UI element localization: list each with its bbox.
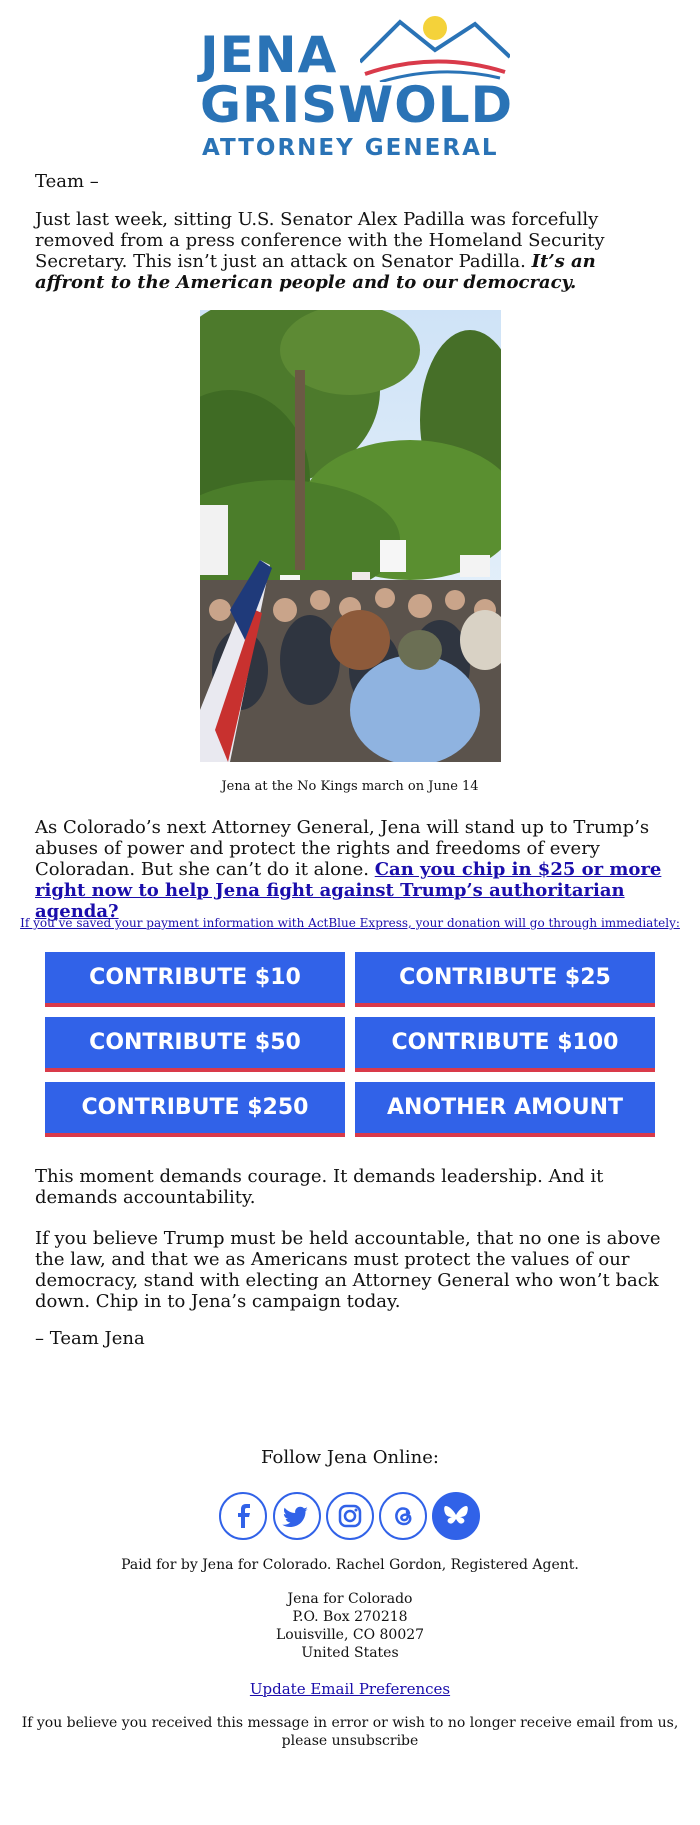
photo-caption: Jena at the No Kings march on June 14: [221, 779, 479, 794]
rally-photo: [200, 310, 501, 762]
contribute-250-button[interactable]: CONTRIBUTE $250: [45, 1082, 345, 1137]
greeting: Team –: [35, 171, 99, 192]
campaign-logo: [190, 12, 514, 162]
update-email-preferences-link[interactable]: Update Email Preferences: [249, 1680, 451, 1698]
intro-paragraph: [35, 209, 665, 293]
address-line: P.O. Box 270218: [292, 1609, 408, 1625]
instagram-icon[interactable]: [326, 1492, 374, 1540]
logo-office: ATTORNEY GENERAL: [202, 135, 499, 161]
appeal-paragraph: [35, 817, 665, 922]
mountains-logo-icon: [360, 12, 510, 82]
contribute-100-button[interactable]: CONTRIBUTE $100: [355, 1017, 655, 1072]
unsubscribe-text: If you believe you received this message in error or wish to no longer receive email from us,: [21, 1715, 679, 1731]
intro-emphasis: It’s an affront to the American people and to our democracy.: [35, 251, 596, 293]
contribute-50-button[interactable]: CONTRIBUTE $50: [45, 1017, 345, 1072]
address-line: United States: [301, 1645, 399, 1661]
logo-last-name: GRISWOLD: [200, 76, 514, 134]
mailing-address: [0, 1590, 700, 1662]
donate-cta-link[interactable]: Can you chip in $25 or more right now to help Jena fight against Trump’s authoritarian agenda?: [35, 859, 662, 922]
follow-heading: Follow Jena Online:: [261, 1447, 439, 1468]
believe-paragraph: If you believe Trump must be held accountable, that no one is above the law, and that we as Americans must protect the values of our democracy, stand with electing an Attorney General who won’t back down. Chip in to Jena’s campaign today.: [35, 1228, 661, 1312]
threads-icon[interactable]: [379, 1492, 427, 1540]
contribute-25-button[interactable]: CONTRIBUTE $25: [355, 952, 655, 1007]
address-line: Louisville, CO 80027: [275, 1627, 425, 1643]
unsubscribe-notice: [0, 1714, 700, 1750]
intro-text: Just last week, sitting U.S. Senator Alex Padilla was forcefully removed from a press conference with the Homeland Security Secretary. This isn’t just an attack on Senator Padilla.: [35, 209, 605, 272]
appeal-text: As Colorado’s next Attorney General, Jena will stand up to Trump’s abuses of power and protect the rights and freedoms of every Coloradan. But she can’t do it alone.: [35, 817, 650, 880]
logo-first-name: JENA: [200, 26, 338, 84]
paid-for-disclaimer: Paid for by Jena for Colorado. Rachel Gordon, Registered Agent.: [121, 1557, 579, 1573]
another-amount-button[interactable]: ANOTHER AMOUNT: [355, 1082, 655, 1137]
bluesky-icon[interactable]: [432, 1492, 480, 1540]
facebook-icon[interactable]: [219, 1492, 267, 1540]
social-links: [0, 1492, 700, 1544]
unsubscribe-link[interactable]: please unsubscribe: [281, 1733, 419, 1749]
update-prefs-wrapper: [0, 1680, 700, 1698]
contribute-10-button[interactable]: CONTRIBUTE $10: [45, 952, 345, 1007]
signoff: – Team Jena: [35, 1328, 145, 1349]
actblue-express-link[interactable]: If you’ve saved your payment information with ActBlue Express, your donation will go through immediately:: [20, 916, 680, 930]
twitter-icon[interactable]: [273, 1492, 321, 1540]
courage-paragraph: This moment demands courage. It demands leadership. And it demands accountability.: [35, 1166, 604, 1208]
address-line: Jena for Colorado: [287, 1591, 413, 1607]
